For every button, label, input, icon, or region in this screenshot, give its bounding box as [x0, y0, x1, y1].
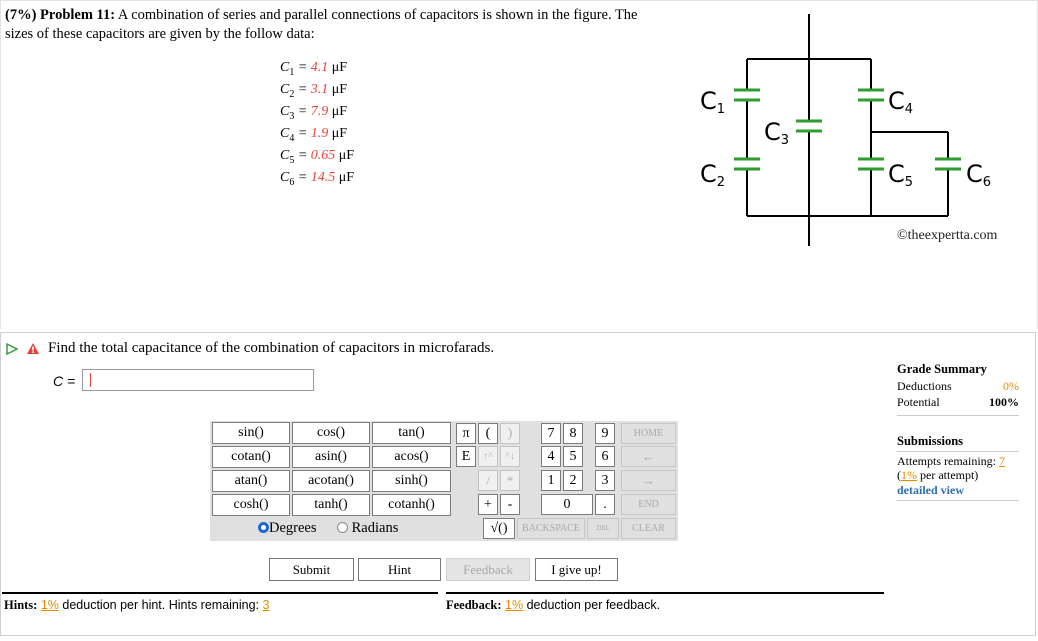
problem-percent: (7%)	[5, 7, 37, 23]
answer-label: C =	[53, 373, 76, 389]
key-0[interactable]: 0	[541, 494, 593, 515]
capacitor-value-c3: $C_3 = 7.9$ μF	[280, 104, 348, 122]
key-clear[interactable]: CLEAR	[621, 518, 676, 539]
key-atan[interactable]: atan()	[212, 470, 290, 492]
hints-bar	[2, 592, 438, 634]
key-cosh[interactable]: cosh()	[212, 494, 290, 516]
key-exponent[interactable]: E	[456, 446, 476, 467]
label-c2: C2	[700, 160, 726, 190]
circuit-diagram	[690, 10, 1030, 250]
capacitor-value-c4: $C_4 = 1.9$ μF	[280, 126, 348, 144]
key-1[interactable]: 1	[541, 470, 561, 491]
attempts-remaining: Attempts remaining: 7 (1% per attempt)	[897, 454, 1005, 482]
feedback-label: Feedback:	[446, 598, 502, 612]
key-close-paren[interactable]: )	[500, 423, 520, 444]
hint-button[interactable]: Hint	[358, 558, 441, 581]
radio-radians[interactable]	[337, 522, 348, 533]
capacitor-value-c6: $C_6 = 14.5$ μF	[280, 170, 355, 188]
feedback-deduction: 1%	[505, 598, 524, 612]
key-4[interactable]: 4	[541, 446, 561, 467]
key-tan[interactable]: tan()	[372, 422, 451, 444]
key-multiply[interactable]: *	[500, 470, 520, 491]
radio-degrees[interactable]	[258, 522, 269, 533]
potential-value: 100%	[989, 395, 1019, 409]
label-c1: C1	[700, 87, 726, 117]
degrees-option[interactable]: Degrees	[258, 520, 317, 537]
hint-deduction: 1%	[40, 598, 59, 612]
key-end[interactable]: END	[621, 494, 676, 515]
capacitor-value-c5: $C_5 = 0.65$ μF	[280, 148, 355, 166]
key-del[interactable]: DEL	[587, 518, 619, 539]
key-sqrt[interactable]: √()	[483, 518, 515, 539]
key-acos[interactable]: acos()	[372, 446, 451, 468]
answer-input[interactable]	[82, 369, 314, 391]
submit-button[interactable]: Submit	[269, 558, 354, 581]
deductions-row: Deductions 0%	[897, 379, 1019, 393]
feedback-button[interactable]: Feedback	[446, 558, 530, 581]
key-sinh[interactable]: sinh()	[372, 470, 451, 492]
radians-option[interactable]: Radians	[337, 520, 398, 537]
submissions-title: Submissions	[897, 434, 964, 448]
detailed-view-link[interactable]: detailed view	[897, 483, 964, 497]
label-c5: C5	[888, 160, 914, 190]
question-prompt: Find the total capacitance of the combination of capacitors in microfarads.	[48, 340, 495, 356]
hints-label: Hints:	[4, 598, 38, 612]
key-open-paren[interactable]: (	[478, 423, 498, 444]
key-6[interactable]: 6	[595, 446, 615, 467]
problem-description: A combination of series and parallel connections of capacitors is shown in the figure. The sizes of these capacitors are given by the follow data:	[5, 7, 638, 42]
key-decimal[interactable]: .	[595, 494, 615, 515]
key-cos[interactable]: cos()	[292, 422, 370, 444]
key-tanh[interactable]: tanh()	[292, 494, 370, 516]
key-superscript[interactable]: ↑^	[478, 446, 498, 467]
hints-remaining: 3	[262, 598, 270, 612]
grade-summary	[897, 362, 1019, 501]
capacitor-value-c2: $C_2 = 3.1$ μF	[280, 82, 348, 100]
key-plus[interactable]: +	[478, 494, 498, 515]
key-home[interactable]: HOME	[621, 423, 676, 444]
attempts-value: 7	[998, 454, 1005, 468]
grade-summary-title: Grade Summary	[897, 362, 987, 376]
give-up-button[interactable]: I give up!	[535, 558, 618, 581]
key-left-arrow[interactable]: ←	[621, 446, 676, 467]
per-attempt-deduction: 1%	[901, 468, 917, 482]
play-icon[interactable]	[6, 343, 18, 355]
label-c3: C3	[764, 118, 790, 148]
key-minus[interactable]: -	[500, 494, 520, 515]
key-sin[interactable]: sin()	[212, 422, 290, 444]
key-cotanh[interactable]: cotanh()	[372, 494, 451, 516]
potential-row: Potential 100%	[897, 395, 1019, 409]
key-2[interactable]: 2	[563, 470, 583, 491]
key-5[interactable]: 5	[563, 446, 583, 467]
key-pi[interactable]: π	[456, 423, 476, 444]
key-acotan[interactable]: acotan()	[292, 470, 370, 492]
key-8[interactable]: 8	[563, 423, 583, 444]
warning-icon	[26, 342, 40, 355]
label-c4: C4	[888, 87, 914, 117]
key-9[interactable]: 9	[595, 423, 615, 444]
key-asin[interactable]: asin()	[292, 446, 370, 468]
problem-number: Problem 11:	[40, 7, 116, 23]
key-subscript[interactable]: ^↓	[500, 446, 520, 467]
angle-mode-row	[212, 517, 451, 539]
capacitor-value-c1: $C_1 = 4.1$ μF	[280, 60, 348, 78]
key-cotan[interactable]: cotan()	[212, 446, 290, 468]
text-caret	[90, 373, 91, 387]
copyright-credit: ©theexpertta.com	[897, 228, 998, 243]
hints-text: deduction per hint. Hints remaining:	[62, 598, 260, 612]
key-backspace[interactable]: BACKSPACE	[517, 518, 585, 539]
feedback-bar	[446, 592, 884, 634]
label-c6: C6	[966, 160, 992, 190]
key-right-arrow[interactable]: →	[621, 470, 676, 491]
key-divide[interactable]: /	[478, 470, 498, 491]
key-7[interactable]: 7	[541, 423, 561, 444]
problem-statement	[5, 6, 665, 44]
key-3[interactable]: 3	[595, 470, 615, 491]
feedback-text: deduction per feedback.	[526, 598, 661, 612]
deductions-value: 0%	[1003, 379, 1019, 393]
